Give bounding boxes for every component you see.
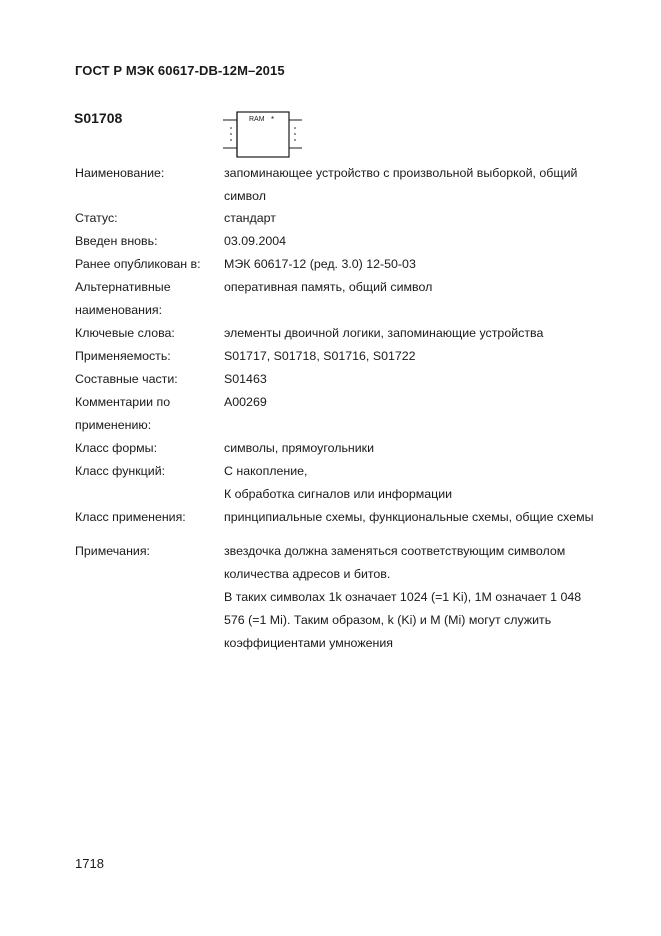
row-label-line: Примечания: (75, 544, 150, 558)
row-label-line: Класс функций: (75, 464, 166, 478)
row-value (224, 391, 267, 414)
row-label (75, 276, 171, 322)
row-value (224, 322, 543, 345)
row-value (224, 345, 416, 368)
row-label-line: Составные части: (75, 372, 178, 386)
row-value (224, 506, 594, 529)
row-value-line: К обработка сигналов или информации (224, 487, 453, 501)
ram-symbol-diagram (222, 110, 304, 162)
row-label (75, 162, 164, 185)
document-header: ГОСТ Р МЭК 60617-DB-12M–2015 (75, 63, 285, 78)
row-label-line: наименования: (75, 303, 163, 317)
row-label (75, 253, 201, 276)
row-value-line: A00269 (224, 395, 267, 409)
row-value (224, 162, 577, 208)
row-label-line: Ключевые слова: (75, 326, 175, 340)
row-value-line: 03.09.2004 (224, 234, 287, 248)
symbol-star: * (271, 115, 275, 124)
row-label-line: Класс применения: (75, 510, 186, 524)
row-value (224, 368, 267, 391)
row-label-line: Комментарии по (75, 395, 171, 409)
row-label (75, 540, 150, 563)
row-value-line: элементы двоичной логики, запоминающие устройства (224, 326, 544, 340)
row-label (75, 345, 171, 368)
row-value (224, 230, 286, 253)
row-label-line: применению: (75, 418, 152, 432)
row-value-line: S01717, S01718, S01716, S01722 (224, 349, 416, 363)
row-label-line: Класс формы: (75, 441, 158, 455)
row-label (75, 506, 186, 529)
row-value-line: символы, прямоугольники (224, 441, 375, 455)
row-value (224, 540, 581, 655)
row-label-line: Ранее опубликован в: (75, 257, 201, 271)
row-value-line: коэффициентами умножения (224, 636, 393, 650)
row-value (224, 207, 276, 230)
row-value-line: звездочка должна заменяться соответствующим символом (224, 544, 566, 558)
row-value-line: запоминающее устройство с произвольной выборкой, общий (224, 166, 578, 180)
row-label-line: Применяемость: (75, 349, 171, 363)
row-label (75, 368, 178, 391)
row-value (224, 253, 416, 276)
page-number: 1718 (75, 856, 104, 871)
row-value (224, 437, 374, 460)
row-value (224, 460, 452, 506)
symbol-code: S01708 (74, 110, 123, 126)
row-label (75, 391, 170, 437)
row-label-line: Статус: (75, 211, 118, 225)
row-value (224, 276, 432, 299)
row-value-line: стандарт (224, 211, 276, 225)
row-value-line: В таких символах 1k означает 1024 (=1 Ki), 1M означает 1 048 (224, 590, 582, 604)
row-label-line: Альтернативные (75, 280, 171, 294)
row-value-line: количества адресов и битов. (224, 567, 391, 581)
row-value-line: S01463 (224, 372, 267, 386)
row-value-line: оперативная память, общий символ (224, 280, 433, 294)
row-value-line: символ (224, 189, 266, 203)
row-value-line: принципиальные схемы, функциональные схемы, общие схемы (224, 510, 594, 524)
row-label (75, 230, 158, 253)
row-label (75, 322, 175, 345)
row-value-line: МЭК 60617-12 (ред. 3.0) 12-50-03 (224, 257, 416, 271)
row-label (75, 437, 157, 460)
row-value-line: С накопление, (224, 464, 308, 478)
row-value-line: 576 (=1 Mi). Таким образом, k (Ki) и M (Mi) могут служить (224, 613, 552, 627)
row-label (75, 460, 165, 483)
row-label-line: Введен вновь: (75, 234, 158, 248)
symbol-label: RAM (249, 116, 265, 123)
row-label-line: Наименование: (75, 166, 165, 180)
row-label (75, 207, 118, 230)
